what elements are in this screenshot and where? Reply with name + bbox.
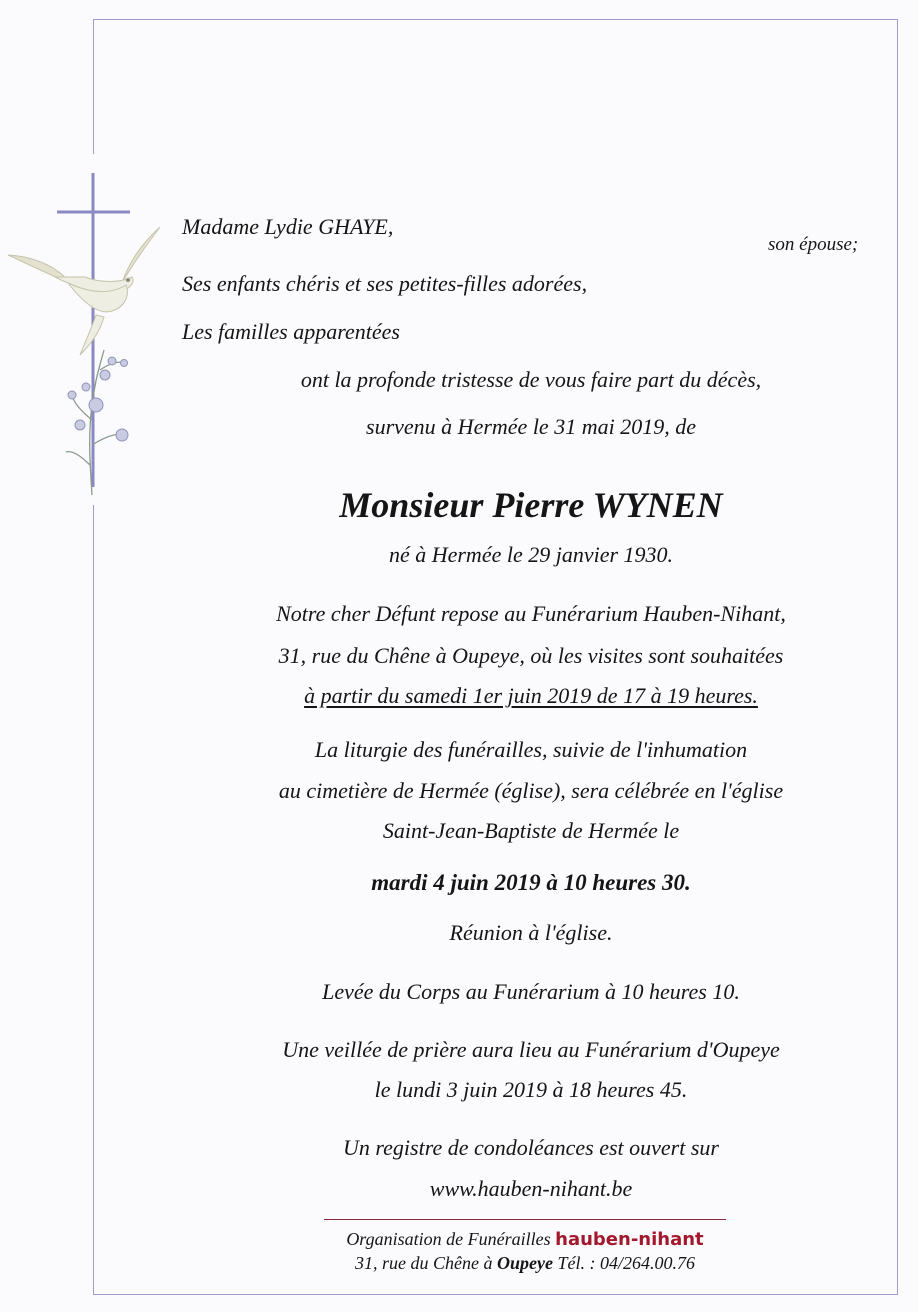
condolences-line: Un registre de condoléances est ouvert sur	[343, 1135, 719, 1160]
meeting-line: Réunion à l'église.	[449, 920, 613, 945]
visitation-hours: à partir du samedi 1er juin 2019 de 17 à 19 heures.	[304, 683, 758, 708]
footer-address-prefix: 31, rue du Chêne à	[355, 1253, 493, 1273]
vigil-line-2: le lundi 3 juin 2019 à 18 heures 45.	[374, 1077, 688, 1102]
announcement-line-1: ont la profonde tristesse de vous faire part du décès,	[300, 367, 762, 392]
footer-organisation	[300, 1228, 750, 1251]
wife-relation: son épouse;	[768, 234, 859, 255]
footer-phone: Tél. : 04/264.00.76	[557, 1253, 695, 1273]
footer-address	[300, 1252, 750, 1274]
funeral-datetime: mardi 4 juin 2019 à 10 heures 30.	[371, 870, 691, 895]
cross-dove-flower-ornament	[0, 165, 175, 505]
body-lifting-line: Levée du Corps au Funérarium à 10 heures 10.	[322, 979, 740, 1004]
funeral-line-3: Saint-Jean-Baptiste de Hermée le	[382, 818, 680, 843]
relatives-line: Les familles apparentées	[182, 319, 400, 344]
footer-town: Oupeye	[497, 1253, 553, 1273]
visitation-line-1: Notre cher Défunt repose au Funérarium Hauben-Nihant,	[276, 601, 786, 626]
frame-border-bottom	[93, 1294, 898, 1295]
footer-divider	[324, 1219, 726, 1220]
footer-org-prefix: Organisation de Funérailles	[346, 1229, 551, 1249]
frame-border-left-upper	[93, 19, 94, 154]
frame-border-left-lower	[93, 505, 94, 1295]
wife-line: Madame Lydie GHAYE,	[182, 214, 394, 239]
visitation-line-2: 31, rue du Chêne à Oupeye, où les visites sont souhaitées	[278, 643, 784, 668]
announcement-line-2: survenu à Hermée le 31 mai 2019, de	[366, 414, 696, 439]
frame-border-top	[93, 19, 898, 20]
birth-line: né à Hermée le 29 janvier 1930.	[388, 542, 674, 567]
dove-icon	[8, 227, 160, 355]
children-line: Ses enfants chéris et ses petites-filles adorées,	[182, 271, 588, 296]
vigil-line-1: Une veillée de prière aura lieu au Funérarium d'Oupeye	[282, 1037, 780, 1062]
brand-logo-text: hauben-nihant	[555, 1229, 704, 1250]
condolences-website[interactable]: www.hauben-nihant.be	[429, 1176, 633, 1201]
funeral-line-1: La liturgie des funérailles, suivie de l'inhumation	[314, 737, 748, 762]
funeral-line-2: au cimetière de Hermée (église), sera célébrée en l'église	[278, 778, 784, 803]
deceased-name: Monsieur Pierre WYNEN	[339, 485, 723, 525]
